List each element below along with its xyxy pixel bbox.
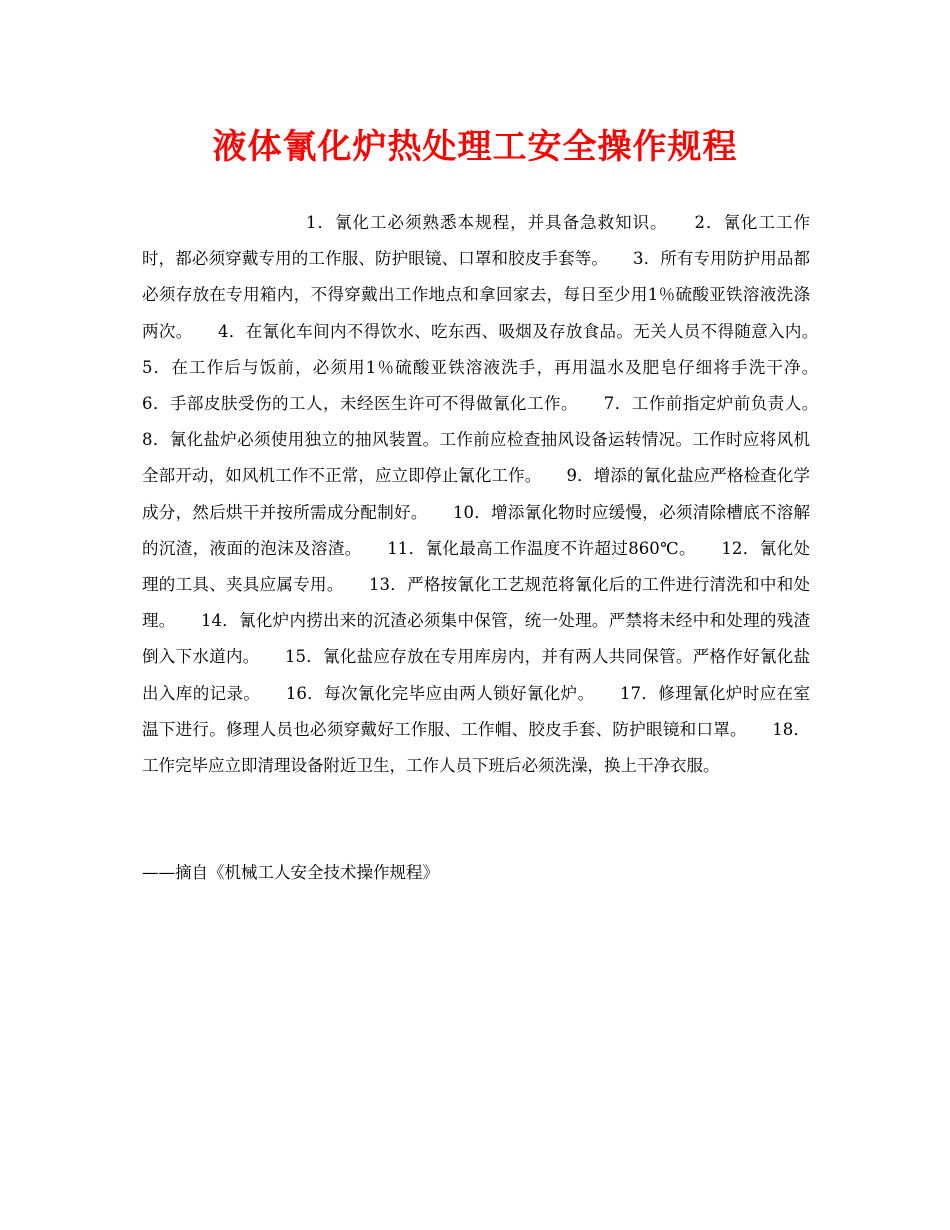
document-body-text: 1．氰化工必须熟悉本规程，并具备急救知识。 2．氰化工工作时，都必须穿戴专用的工作服、防护眼镜、口罩和胶皮手套等。 3．所有专用防护用品都必须存放在专用箱内，不得穿戴出工作地点和拿回家去，每日至少用1％硫酸亚铁溶液洗涤两次。 4．在氰化车间内不得饮水、吃东西、吸烟及存放食品。无关人员不得随意入内。 5．在工作后与饭前，必须用1％硫酸亚铁溶液洗手，再用温水及肥皂仔细将手洗干净。 6．手部皮肤受伤的工人，未经医生许可不得做氰化工作。 7．工作前指定炉前负责人。 8．氰化盐炉必须使用独立的抽风装置。工作前应检查抽风设备运转情况。工作时应将风机全部开动，如风机工作不正常，应立即停止氰化工作。 9．增添的氰化盐应严格检查化学成分，然后烘干并按所需成分配制好。 10．增添氰化物时应缓慢，必须清除槽底不溶解的沉渣，液面的泡沫及溶渣。 11．氰化最高工作温度不许超过860℃。 12．氰化处理的工具、夹具应属专用。 13．严格按氰化工艺规范将氰化后的工件进行清洗和中和处理。 14．氰化炉内捞出来的沉渣必须集中保管，统一处理。严禁将未经中和处理的残渣倒入下水道内。 15．氰化盐应存放在专用库房内，并有两人共同保管。严格作好氰化盐出入库的记录。 16．每次氰化完毕应由两人锁好氰化炉。 17．修理氰化炉时应在室温下进行。修理人员也必须穿戴好工作服、工作帽、胶皮手套、防护眼镜和口罩。 18．工作完毕应立即清理设备附近卫生，工作人员下班后必须洗澡，换上干净衣服。: [142, 213, 843, 776]
document-source-citation: ——摘自《机械工人安全技术操作规程》: [142, 863, 439, 882]
document-title: 液体氰化炉热处理工安全操作规程: [212, 127, 738, 167]
